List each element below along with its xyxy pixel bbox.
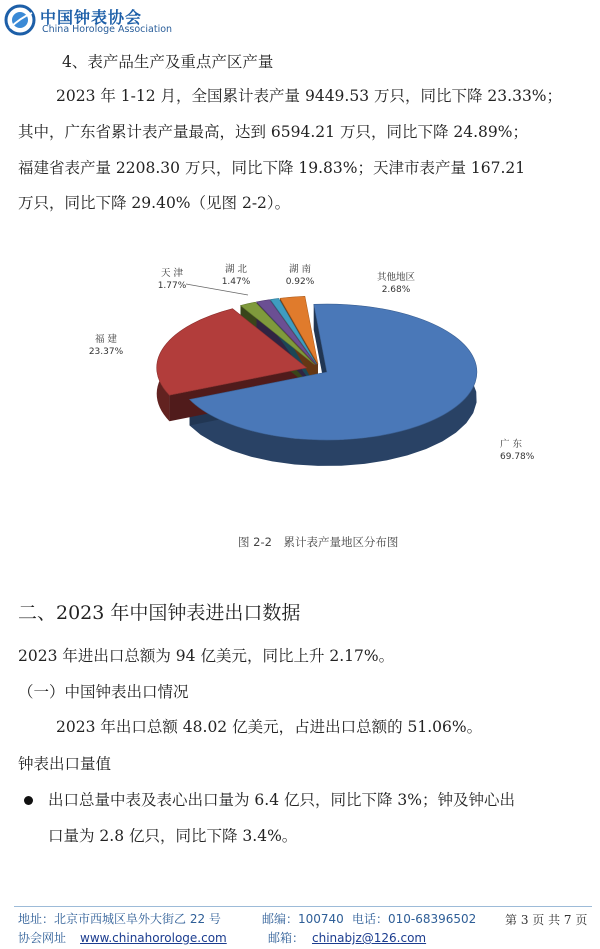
pie-label-hubei: 湖 北 (224, 264, 248, 275)
association-logo (4, 4, 204, 36)
footer-site-label: 协会网址 (18, 931, 67, 945)
website-link[interactable]: www.chinahorologe.com (80, 931, 227, 945)
section-4-heading: 4、表产品生产及重点产区产量 (62, 53, 274, 71)
pie-value-hubei: 1.47% (221, 277, 251, 287)
email-link[interactable]: chinabjz@126.com (312, 931, 427, 945)
pie-value-other-regions: 2.68% (381, 285, 411, 295)
footer-email-label: 邮箱： (268, 931, 305, 945)
pie-value-hunan: 0.92% (285, 277, 315, 287)
section-two-heading: 二、2023 年中国钟表进出口数据 (18, 602, 301, 624)
export-paragraph: 2023 年出口总额 48.02 亿美元，占进出口总额的 51.06%。 (56, 718, 483, 736)
pie-value-guangdong: 69.78% (500, 452, 535, 462)
logo-chinese-name: 中国钟表协会 (40, 8, 143, 27)
pie-label-fujian: 福 建 (94, 334, 118, 345)
footer-divider (14, 906, 592, 907)
bullet-dot-icon (24, 796, 33, 805)
bullet-text-line: 出口总量中表及表心出口量为 6.4 亿只，同比下降 3%；钟及钟心出 (48, 791, 516, 809)
trade-summary-text: 2023 年进出口总额为 94 亿美元，同比上升 2.17%。 (18, 647, 395, 665)
pie-label-other-regions: 其他地区 (376, 272, 416, 283)
logo-globe-icon (4, 4, 36, 36)
page-number: 第 3 页 共 7 页 (505, 913, 588, 927)
pie-value-fujian: 23.37% (88, 347, 124, 357)
region-output-pie-chart (80, 250, 535, 550)
bullet-text-line: 口量为 2.8 亿只，同比下降 3.4%。 (48, 827, 298, 845)
footer-address: 地址：北京市西城区阜外大街乙 22 号 (18, 912, 221, 926)
paragraph-line: 万只，同比下降 29.40%（见图 2-2）。 (18, 194, 291, 212)
pie-value-tianjin: 1.77% (157, 281, 187, 291)
pie-label-guangdong: 广 东 (500, 439, 523, 450)
paragraph-line: 其中，广东省累计表产量最高，达到 6594.21 万只，同比下降 24.89%； (18, 123, 528, 141)
paragraph-line: 2023 年 1-12 月，全国累计表产量 9449.53 万只，同比下降 23.33%； (56, 87, 563, 105)
footer-postcode: 邮编：100740 (262, 912, 344, 926)
paragraph-line: 福建省表产量 2208.30 万只，同比下降 19.83%；天津市表产量 167.21 (18, 159, 526, 177)
logo-english-name: China Horologe Association (42, 24, 173, 35)
footer-phone: 电话：010-68396502 (352, 912, 477, 926)
figure-caption: 图 2-2 累计表产量地区分布图 (238, 535, 399, 549)
pie-label-hunan: 湖 南 (288, 264, 312, 275)
export-subheading: （一）中国钟表出口情况 (18, 683, 189, 701)
pie-label-tianjin: 天 津 (160, 268, 184, 279)
export-volume-heading: 钟表出口量值 (18, 755, 112, 773)
